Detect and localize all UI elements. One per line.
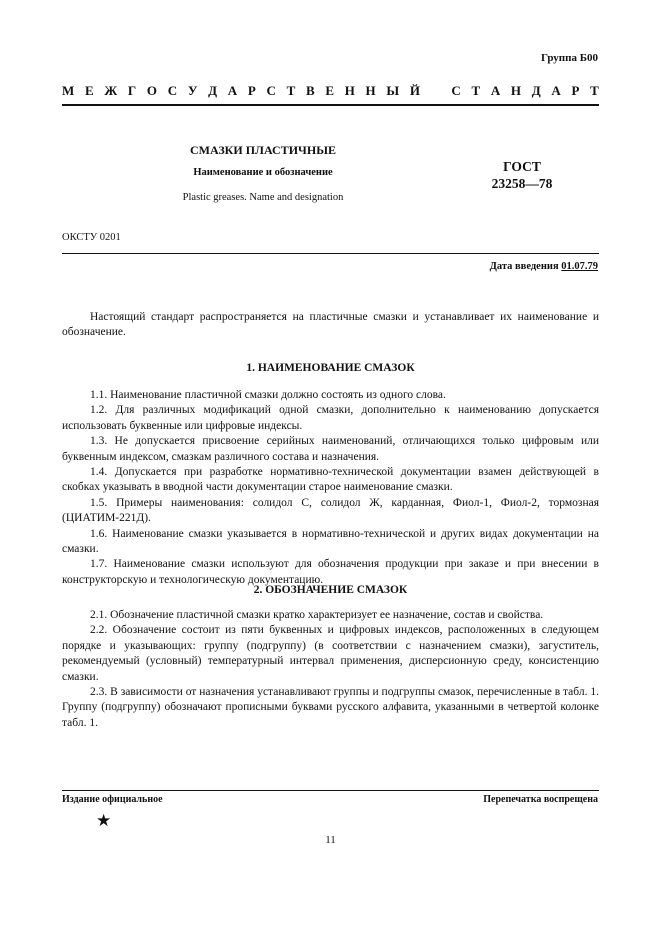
header-rule: [62, 104, 599, 106]
paragraph-2-3: 2.3. В зависимости от назначения устанавливают группы и подгруппы смазок, перечисленные в табл. 1. Группу (подгруппу) обозначают прописными буквами русского алфавита, указанными в четвертой колонке табл. 1.: [62, 686, 599, 729]
page-number: 11: [325, 834, 336, 846]
interstate-letter: А: [490, 83, 501, 98]
interstate-letter: Е: [325, 83, 334, 98]
english-title: Plastic greases. Name and designation: [182, 192, 344, 203]
section-1-body: [62, 388, 599, 588]
gost-label: ГОСТ: [503, 159, 541, 174]
section-2-heading: 2. ОБОЗНАЧЕНИЕ СМАЗОК: [253, 584, 408, 596]
interstate-letter: Е: [84, 83, 94, 98]
reprint-prohibited-label: Перепечатка воспрещена: [483, 794, 598, 805]
paragraph-2-1: 2.1. Обозначение пластичной смазки кратко характеризует ее назначение, состав и свойства.: [90, 609, 544, 621]
document-title: СМАЗКИ ПЛАСТИЧНЫЕ: [189, 143, 336, 157]
section-2-body: [62, 608, 599, 731]
oksty-code: ОКСТУ 0201: [62, 232, 121, 243]
interstate-letter: Р: [571, 83, 580, 98]
interstate-letter: [431, 83, 441, 99]
paragraph-1-7: 1.7. Наименование смазки используют для обозначения продукции при заказе и при внесении в конструкторскую и технологическую документацию.: [62, 558, 599, 586]
gost-designation: [482, 158, 562, 192]
interstate-letter: Д: [208, 83, 218, 98]
paragraph-1-4: 1.4. Допускается при разработке нормативно-технической документации взамен действующей в скобках указывать в вводной части документации старое наименование смазки.: [62, 466, 599, 494]
interstate-letter: Г: [127, 83, 137, 98]
introduction-date-value: 01.07.79: [561, 261, 598, 272]
group-code: Группа Б00: [541, 52, 598, 64]
introduction-date-label: Дата введения: [489, 261, 559, 272]
interstate-letter: С: [266, 83, 276, 98]
title-block-rule: [62, 253, 599, 254]
paragraph-1-1: 1.1. Наименование пластичной смазки должно состоять из одного слова.: [90, 389, 446, 401]
interstate-letter: О: [146, 83, 158, 98]
interstate-letter: Т: [590, 83, 599, 98]
introduction-date: [490, 261, 598, 272]
interstate-letter: С: [451, 83, 461, 98]
interstate-letter: У: [187, 83, 198, 98]
document-subtitle: Наименование и обозначение: [193, 167, 333, 178]
interstate-letter: Н: [365, 83, 376, 98]
paragraph-1-3: 1.3. Не допускается присвоение серийных наименований, отличающихся только цифровым или буквенным индексом, смазкам различного состава и назначения.: [62, 435, 599, 463]
paragraph-1-5: 1.5. Примеры наименования: солидол С, солидол Ж, карданная, Фиол-1, Фиол-2, тормозная (ЦИАТИМ-221Д).: [62, 496, 599, 525]
interstate-standard-heading: [62, 83, 599, 99]
interstate-letter: А: [551, 83, 561, 98]
paragraph-1-2: 1.2. Для различных модификаций одной смазки, дополнительно к наименованию допускается использовать буквенные или цифровые индексы.: [62, 404, 599, 432]
section-1-heading: 1. НАИМЕНОВАНИЕ СМАЗОК: [246, 362, 415, 374]
interstate-letter: Н: [344, 83, 355, 98]
interstate-letter: Н: [510, 83, 522, 98]
intro-text: Настоящий стандарт распространяется на пластичные смазки и устанавливает их наименование и обозначение.: [62, 311, 599, 339]
interstate-letter: Т: [286, 83, 296, 98]
paragraph-2-2: 2.2. Обозначение состоит из пяти буквенных и цифровых индексов, расположенных в следующем порядке и указывающих: группу (подгруппу) (в соответствии с назначением смазки), загуститель, рекомендуемый (условный) температурный интервал применения, дисперсионную среду, консистенцию смазки.: [62, 624, 599, 683]
interstate-letter: Р: [247, 83, 256, 98]
interstate-letter: Ы: [386, 83, 400, 98]
star-icon: ★: [96, 811, 112, 830]
paragraph-1-6: 1.6. Наименование смазки указывается в нормативно-технической и других видах документации на смазки.: [62, 527, 599, 556]
interstate-letter: Й: [409, 83, 420, 98]
interstate-letter: Ж: [104, 83, 118, 98]
interstate-letter: М: [62, 83, 75, 98]
footer-rule: [62, 790, 599, 791]
interstate-letter: В: [305, 83, 315, 98]
official-edition-label: Издание официальное: [62, 794, 163, 805]
interstate-letter: С: [167, 83, 178, 98]
gost-number: 23258—78: [491, 176, 553, 191]
interstate-letter: Д: [531, 83, 541, 98]
interstate-letter: Т: [471, 83, 481, 98]
intro-paragraph: [62, 310, 599, 341]
interstate-letter: А: [227, 83, 238, 98]
